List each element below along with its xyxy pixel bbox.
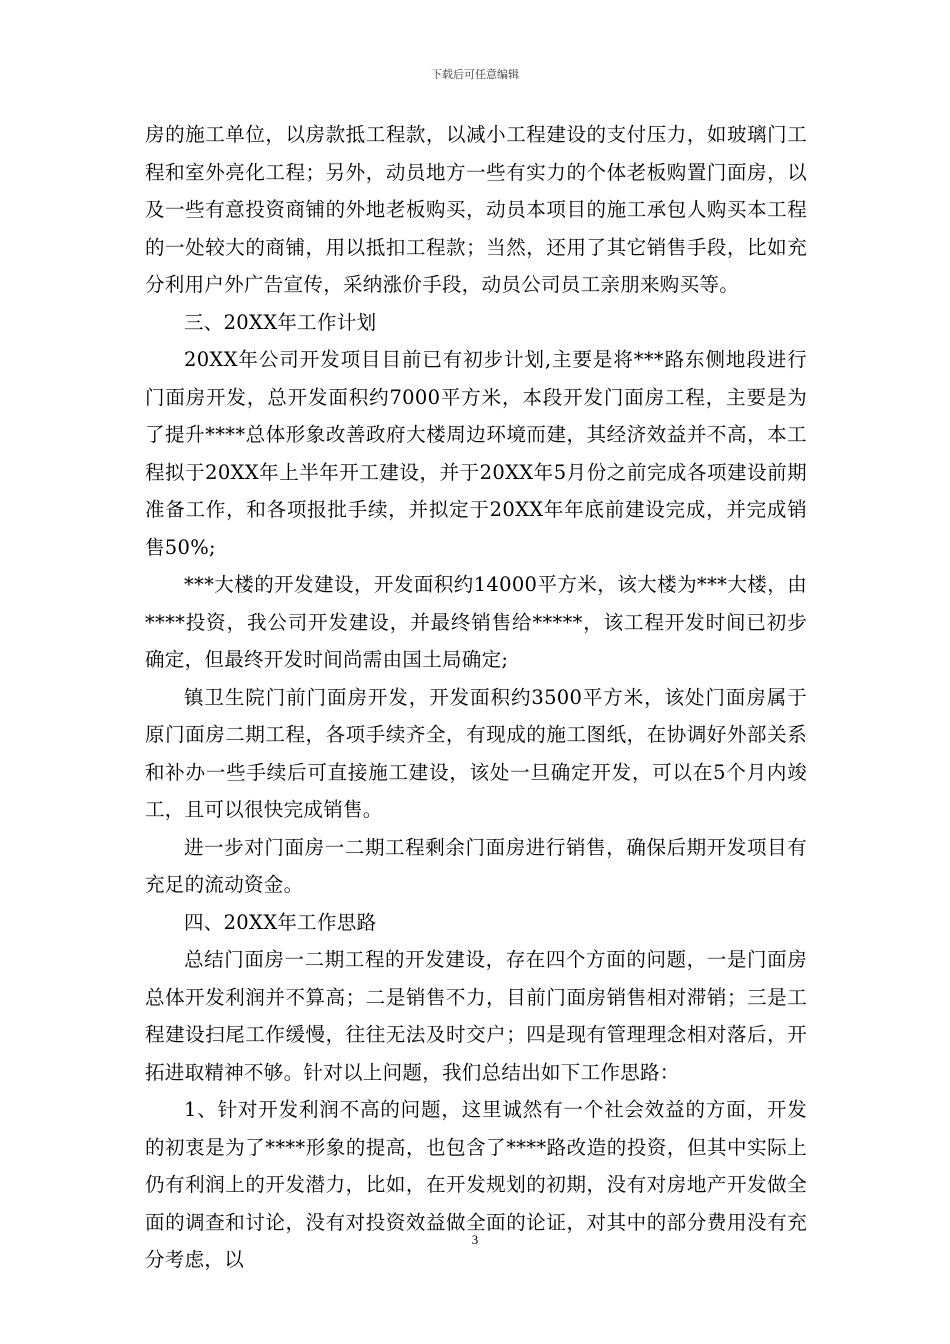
section-heading-work-plan: 三、20XX年工作计划 <box>184 310 377 334</box>
paragraph-remaining-sales: 进一步对门面房一二期工程剩余门面房进行销售，确保后期开发项目有充足的流动资金。 <box>145 835 807 896</box>
paragraph-building-development: ***大楼的开发建设，开发面积约14000平方米，该大楼为***大楼，由****投资，我公司开发建设，并最终销售给*****，该工程开发时间已初步确定，但最终开发时间尚需由国土局确定; <box>145 573 807 671</box>
paragraph-continued: 房的施工单位，以房款抵工程款，以减小工程建设的支付压力，如玻璃门工程和室外亮化工程；另外，动员地方一些有实力的个体老板购置门面房，以及一些有意投资商铺的外地老板购买，动员本项目的施工承包人购买本工程的一处较大的商铺，用以抵扣工程款；当然，还用了其它销售手段，比如充分利用户外广告宣传，采纳涨价手段，动员公司员工亲朋来购买等。 <box>145 123 807 296</box>
document-body <box>145 116 807 1279</box>
section-heading-work-ideas: 四、20XX年工作思路 <box>184 910 377 934</box>
paragraph-item-1: 1、针对开发利润不高的问题，这里诚然有一个社会效益的方面，开发的初衷是为了****形象的提高，也包含了****路改造的投资，但其中实际上仍有利润上的开发潜力，比如，在开发规划的初期，没有对房地产开发做全面的调查和讨论，没有对投资效益做全面的论证，对其中的部分费用没有充分考虑，以 <box>145 1098 807 1271</box>
page-number: 3 <box>471 1232 479 1247</box>
paragraph-clinic-storefront: 镇卫生院门前门面房开发，开发面积约3500平方米，该处门面房属于原门面房二期工程，各项手续齐全，有现成的施工图纸，在协调好外部关系和补办一些手续后可直接施工建设，该处一旦确定开发，可以在5个月内竣工，且可以很快完成销售。 <box>145 685 807 821</box>
paragraph-plan-overview: 20XX年公司开发项目目前已有初步计划,主要是将***路东侧地段进行门面房开发，总开发面积约7000平方米，本段开发门面房工程，主要是为了提升****总体形象改善政府大楼周边环境而建，其经济效益并不高，本工程拟于20XX年上半年开工建设，并于20XX年5月份之前完成各项建设前期准备工作，和各项报批手续，并拟定于20XX年年底前建设完成，并完成销售50%; <box>145 348 807 559</box>
paragraph-problem-summary: 总结门面房一二期工程的开发建设，存在四个方面的问题，一是门面房总体开发利润并不算高；二是销售不力，目前门面房销售相对滞销；三是工程建设扫尾工作缓慢，往往无法及时交户；四是现有管理理念相对落后，开拓进取精神不够。针对以上问题，我们总结出如下工作思路： <box>145 948 807 1084</box>
page-header: 下载后可任意编辑 <box>431 68 519 81</box>
